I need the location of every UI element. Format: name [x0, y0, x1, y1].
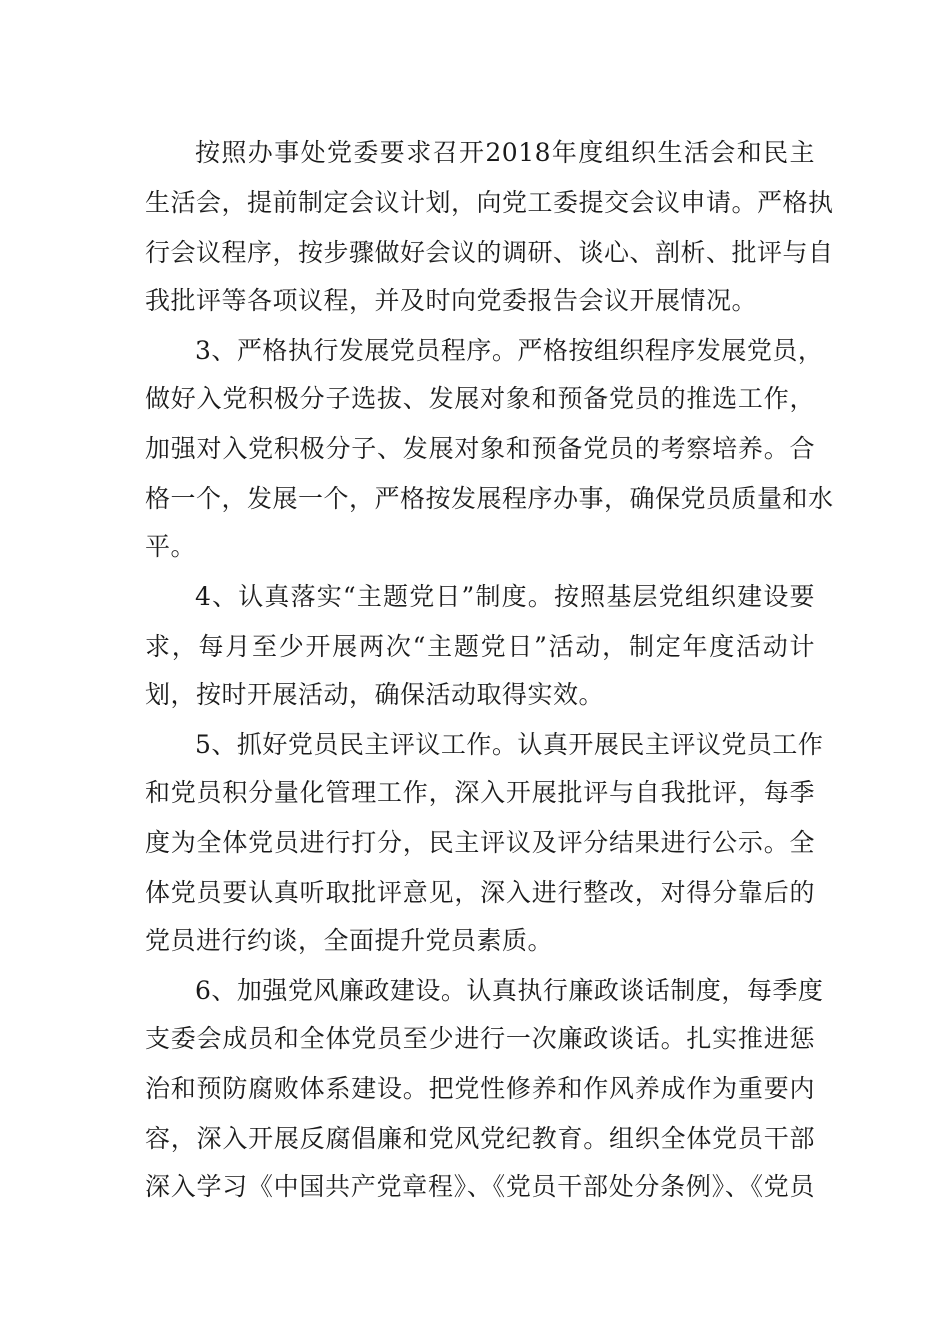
paragraph-4-line-1: 5、抓好党员民主评议工作。认真开展民主评议党员工作	[195, 730, 824, 759]
paragraph-2-line-2: 做好入党积极分子选拔、发展对象和预备党员的推选工作，	[145, 384, 815, 413]
paragraph-5-line-5: 深入学习《中国共产党章程》、《党员干部处分条例》、《党员	[145, 1172, 815, 1201]
paragraph-2-line-4: 格一个，发展一个，严格按发展程序办事，确保党员质量和水	[145, 484, 834, 513]
paragraph-4-line-5: 党员进行约谈，全面提升党员素质。	[145, 926, 554, 955]
paragraph-3-line-3: 划，按时开展活动，确保活动取得实效。	[145, 680, 605, 709]
paragraph-2-line-3: 加强对入党积极分子、发展对象和预备党员的考察培养。合	[145, 434, 815, 463]
paragraph-3-line-2: 求，每月至少开展两次“主题党日”活动，制定年度活动计	[145, 632, 815, 661]
paragraph-5-line-2: 支委会成员和全体党员至少进行一次廉政谈话。扎实推进惩	[145, 1024, 815, 1053]
paragraph-4-line-4: 体党员要认真听取批评意见，深入进行整改，对得分靠后的	[145, 878, 815, 907]
paragraph-1-line-3: 行会议程序，按步骤做好会议的调研、谈心、剖析、批评与自	[145, 238, 834, 267]
paragraph-5-line-4: 容，深入开展反腐倡廉和党风党纪教育。组织全体党员干部	[145, 1124, 815, 1153]
paragraph-1-line-1: 按照办事处党委要求召开2018年度组织生活会和民主	[195, 138, 815, 167]
paragraph-1-line-4: 我批评等各项议程，并及时向党委报告会议开展情况。	[145, 286, 758, 315]
paragraph-2-line-5: 平。	[145, 532, 197, 561]
paragraph-4-line-2: 和党员积分量化管理工作，深入开展批评与自我批评，每季	[145, 778, 815, 807]
paragraph-2-line-1: 3、严格执行发展党员程序。严格按组织程序发展党员，	[195, 336, 824, 365]
paragraph-3-line-1: 4、认真落实“主题党日”制度。按照基层党组织建设要	[195, 582, 815, 611]
paragraph-5-line-3: 治和预防腐败体系建设。把党性修养和作风养成作为重要内	[145, 1074, 815, 1103]
paragraph-5-line-1: 6、加强党风廉政建设。认真执行廉政谈话制度，每季度	[195, 976, 824, 1005]
paragraph-4-line-3: 度为全体党员进行打分，民主评议及评分结果进行公示。全	[145, 828, 815, 857]
paragraph-1-line-2: 生活会，提前制定会议计划，向党工委提交会议申请。严格执	[145, 188, 834, 217]
